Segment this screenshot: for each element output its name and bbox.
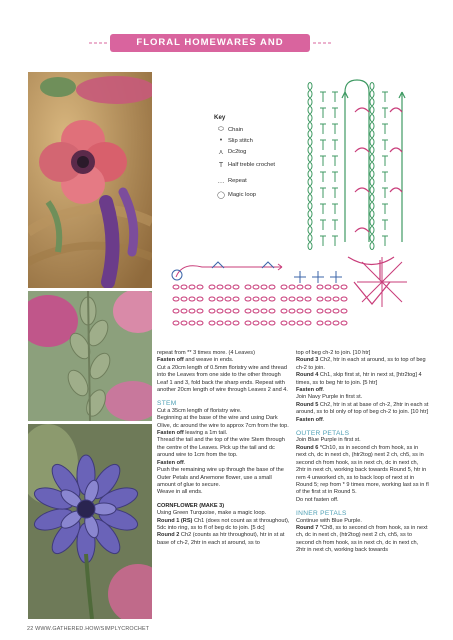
dc2tog-icon: ⋏ [218, 148, 224, 156]
section-heading: STEM [157, 400, 177, 408]
chain-icon: ⬭ [218, 125, 224, 133]
paragraph: top of beg ch-2 to join. [10 htr] [296, 350, 371, 356]
section-banner [110, 34, 310, 66]
paragraph: Cut a 35cm length of floristry wire. [157, 407, 242, 414]
paragraph: Fasten off leaving a 1m tail. [157, 430, 228, 437]
key-label: Dc2tog [228, 148, 247, 155]
leaves-photo [28, 291, 152, 421]
paragraph: Round 7 *Ch8, ss to second ch from hook, ss in next ch, dc in next ch, (htr2tog) next 2 ch, ch5, ss to second ch from hook, ss in next ch, dc in next ch, 2htr in next ch, working back towards [296, 524, 428, 554]
paragraph: Round 2 Ch2 (counts as htr throughout), htr in st at base of ch-2, 2htr in each st around, ss to [157, 532, 285, 546]
paragraph: Round 4 Ch1, skip first st, htr in next st, [htr2tog] 4 times, ss to beg htr to join. [5 htr] [296, 372, 422, 386]
key-label: Chain [228, 126, 244, 133]
paragraph: Thread the tail and the top of the wire Stem through the centre of the Leaves. Pick up the tail and dc around wire to 1cm from the top. [157, 437, 285, 459]
anemone-photo [28, 72, 152, 288]
key-label: Repeat [228, 178, 247, 184]
paragraph: Beginning at the base of the wire and using Dark Olive, dc around the wire to approx 7cm from the top. [157, 415, 289, 429]
paragraph: Weave in all ends. [157, 489, 203, 496]
stitch-diagram [162, 72, 430, 338]
section-heading: OUTER PETALS [296, 430, 350, 438]
paragraph: Fasten off. [157, 459, 186, 466]
paragraph: Continue with Blue Purple. [296, 517, 362, 524]
key-title: Key [214, 114, 226, 121]
paragraph: Round 1 (RS) Ch1 (does not count as st throughout), 5dc into ring, ss to fl of beg dc to join. [5 dc] [157, 517, 290, 531]
banner-dots-left [88, 42, 108, 44]
paragraph: Cut a 20cm length of 0.5mm floristry wire and thread into the Leaves from one side to the other through Leaf 1 and 3, fold back the sharp ends. Repeat with another 20cm length of wire through Leaves 2 and 4. [157, 364, 288, 394]
cornflower-photo [28, 424, 152, 619]
paragraph: Fasten off. [296, 387, 325, 394]
magic-loop-icon: ◯ [217, 191, 225, 199]
paragraph: Round 3 Ch2, htr in each st around, ss to top of beg ch-2 to join. [296, 357, 426, 371]
half-treble-icon: T [218, 161, 224, 169]
instructions-column-2 [296, 350, 429, 555]
paragraph: Do not fasten off. [296, 496, 339, 503]
key-label: Slip stitch [228, 137, 253, 144]
key-label: Half treble crochet [228, 162, 276, 168]
instructions-column-1 [157, 350, 290, 547]
paragraph: Fasten off. [296, 416, 325, 423]
key-label: Magic loop [228, 191, 257, 198]
paragraph: Using Green Turquoise, make a magic loop. [157, 510, 267, 517]
section-title: FLORAL HOMEWARES AND ACCESSORIES [136, 37, 284, 66]
paragraph: Round 5 Ch2, htr in st at base of ch-2, 2htr in each st around, ss to bl only of top of beg ch-2 to join. [10 htr] [296, 401, 429, 416]
paragraph: Round 6 *Ch10, ss in second ch from hook, ss in next ch, dc in next ch, (htr2tog) next 2 ch, ch5, ss in second ch from hook, ss in next ch, dc in next ch, 2htr in next ch, working back towards Round 5, htr in rem 4 unworked ch, ss to back loop of next st in Round 5; rep from * 9 times more, working last ss in fl of the first st in Round 5. [296, 444, 429, 496]
page-footer: 22 WWW.GATHERED.HOW/SIMPLYCROCHET [27, 626, 150, 632]
slip-stitch-icon: • [219, 137, 223, 144]
paragraph: Join Navy Purple in first st. [296, 394, 363, 401]
paragraph: Push the remaining wire up through the base of the Outer Petals and Anemone flower, use a small amount of glue to secure. [157, 467, 284, 488]
paragraph: Fasten off and weave in ends. [157, 357, 234, 364]
repeat-icon: … [217, 177, 225, 185]
section-heading: CORNFLOWER (MAKE 3) [157, 502, 225, 509]
banner-dots-right [312, 42, 332, 44]
section-heading: INNER PETALS [296, 510, 347, 518]
paragraph: repeat from ** 3 times more. (4 Leaves) [157, 350, 255, 356]
paragraph: Join Blue Purple in first st. [296, 437, 361, 444]
